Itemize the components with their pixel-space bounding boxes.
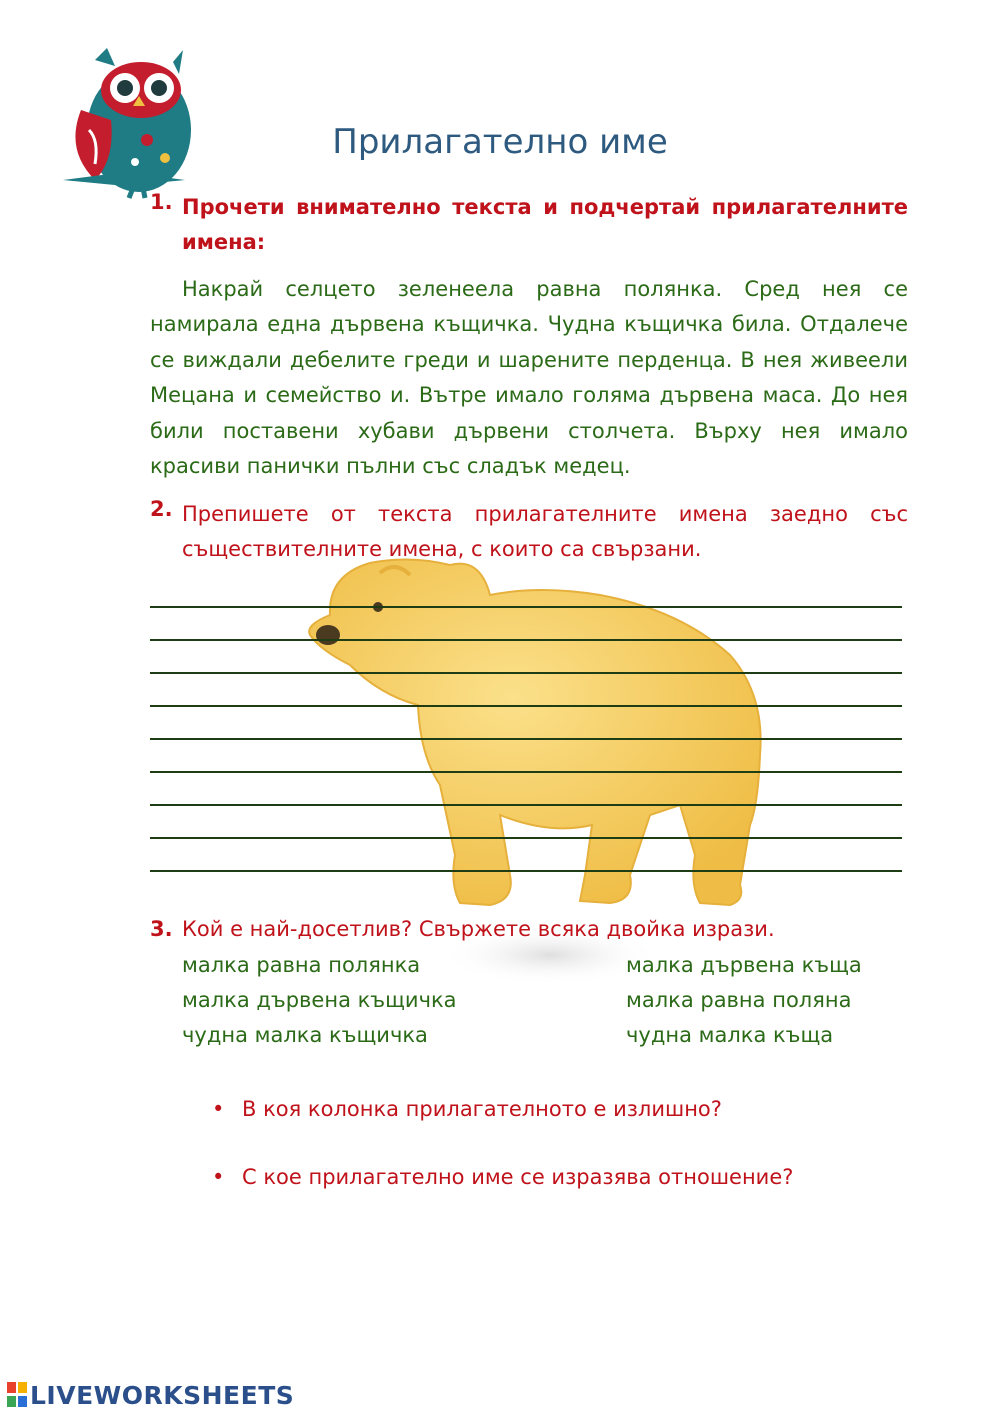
- writing-line[interactable]: [150, 837, 902, 839]
- footer-brand[interactable]: LIVEWORKSHEETS: [30, 1381, 295, 1410]
- right-phrase-column: [626, 948, 862, 1053]
- task-2-number: 2.: [150, 497, 173, 521]
- task-2-instruction: Препишете от текста прилагателните имена заедно със съществителните имена, с които са свързани.: [182, 502, 908, 561]
- task-1-number: 1.: [150, 190, 173, 214]
- question-2-text: С кое прилагателно име се изразява отношение?: [242, 1165, 794, 1189]
- right-phrase[interactable]: малка дървена къща: [626, 953, 862, 977]
- page-title: Прилагателно име: [332, 122, 668, 162]
- task-3-instruction: Кой е най-досетлив? Свържете всяка двойка изрази.: [182, 917, 775, 941]
- question-1-text: В коя колонка прилагателното е излишно?: [242, 1097, 722, 1121]
- reading-passage: Накрай селцето зеленеела равна полянка. Сред нея се намирала една дървена къщичка. Чудна къщичка била. Отдалече се виждали дебелите греди и шарените перденца. В нея живеели Мецана и семейство и. Вътре имало голяма дървена маса. До нея били поставени хубави дървени столчета. Върху нея имало красиви панички пълни със сладък медец.: [150, 277, 908, 479]
- left-phrase[interactable]: малка дървена къщичка: [182, 988, 457, 1012]
- right-phrase[interactable]: малка равна поляна: [626, 988, 852, 1012]
- left-phrase[interactable]: малка равна полянка: [182, 953, 421, 977]
- writing-line[interactable]: [150, 705, 902, 707]
- left-phrase-column: [182, 948, 457, 1053]
- writing-line[interactable]: [150, 738, 902, 740]
- bullet-icon: •: [212, 1097, 225, 1121]
- task-1-line-2: имена:: [182, 230, 266, 254]
- writing-line[interactable]: [150, 771, 902, 773]
- writing-line[interactable]: [150, 639, 902, 641]
- writing-line[interactable]: [150, 804, 902, 806]
- writing-line[interactable]: [150, 606, 902, 608]
- owl-illustration: [55, 40, 195, 200]
- liveworksheets-logo-icon: [6, 1380, 30, 1410]
- task-1-line-1: Прочети внимателно текста и подчертай прилагателните: [182, 195, 908, 219]
- writing-line[interactable]: [150, 870, 902, 872]
- task-1-instruction: [182, 190, 908, 260]
- left-phrase[interactable]: чудна малка къщичка: [182, 1023, 428, 1047]
- task-3-number: 3.: [150, 917, 173, 941]
- bullet-icon: •: [212, 1165, 225, 1189]
- writing-line[interactable]: [150, 672, 902, 674]
- right-phrase[interactable]: чудна малка къща: [626, 1023, 834, 1047]
